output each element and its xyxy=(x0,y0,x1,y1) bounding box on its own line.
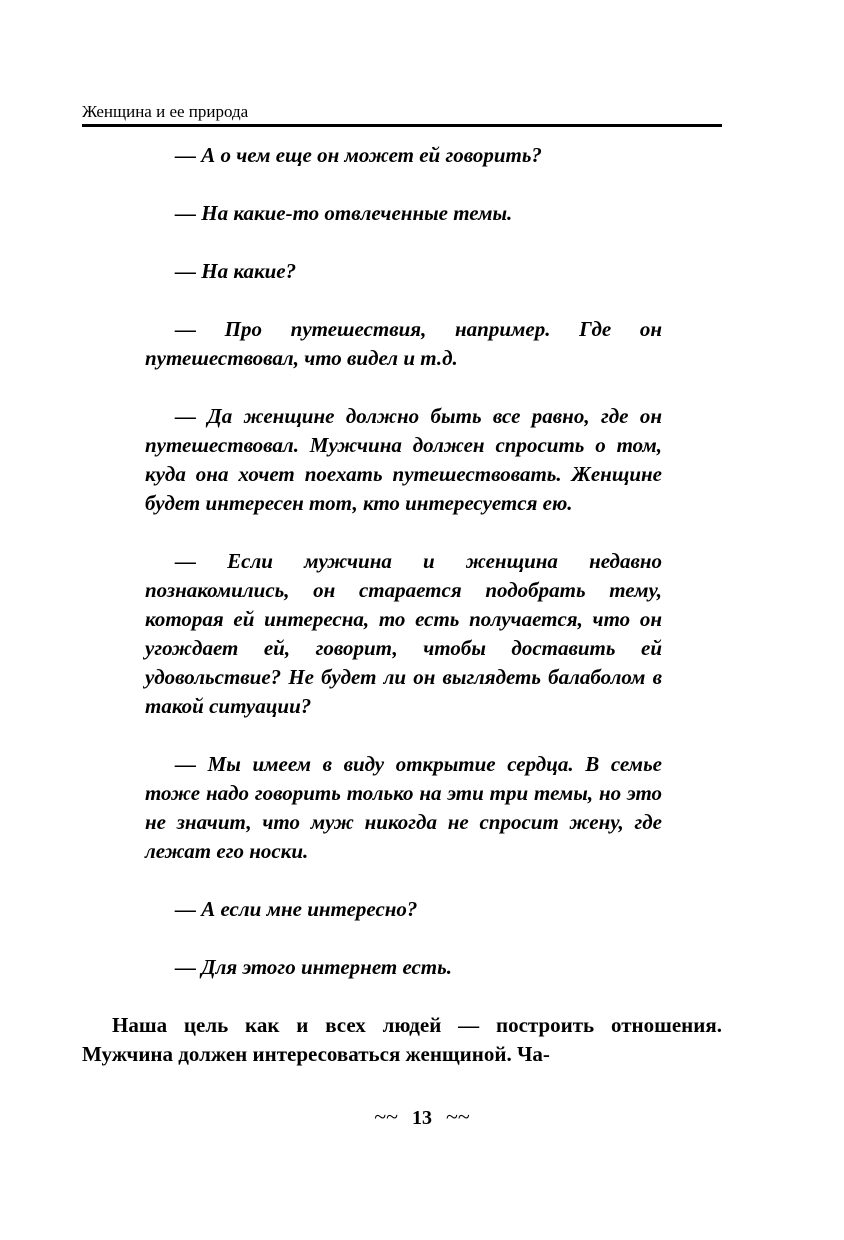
dialog-block xyxy=(145,141,662,982)
dialog-line: — Мы имеем в виду открытие сердца. В семье тоже надо говорить только на эти три темы, но это не значит, что муж никогда не спросит жену, где лежат его носки. xyxy=(145,752,662,863)
dialog-line: — А о чем еще он может ей говорить? xyxy=(175,143,542,167)
header-rule xyxy=(82,124,722,127)
dialog-line: — Да женщине должно быть все равно, где он путешествовал. Мужчина должен спросить о том, куда она хочет поехать путешествовать. Женщине будет интересен тот, кто интересуется ею. xyxy=(145,404,662,515)
dialog-line: — На какие-то отвлеченные темы. xyxy=(175,201,513,225)
dialog-line: — А если мне интересно? xyxy=(175,897,418,921)
dialog-line: — На какие? xyxy=(175,259,297,283)
dialog-line: — Для этого интернет есть. xyxy=(175,955,452,979)
ornament-left: ~~ xyxy=(374,1104,398,1129)
body-text: Наша цель как и всех людей — построить отношения. Мужчина должен интересоваться женщиной. Ча- xyxy=(82,1013,722,1066)
running-head: Женщина и ее природа xyxy=(82,102,249,121)
dialog-line: — Про путешествия, например. Где он путешествовал, что видел и т.д. xyxy=(145,317,662,370)
page-number: 13 xyxy=(412,1107,432,1129)
ornament-right: ~~ xyxy=(446,1104,470,1129)
body-paragraph xyxy=(82,1011,722,1069)
page-folio xyxy=(0,1103,844,1172)
dialog-line: — Если мужчина и женщина недавно познакомились, он старается подобрать тему, которая ей интересна, то есть получается, что он угождает ей, говорит, чтобы доставить ей удовольствие? Не будет ли он выглядеть балаболом в такой ситуации? xyxy=(145,549,662,718)
